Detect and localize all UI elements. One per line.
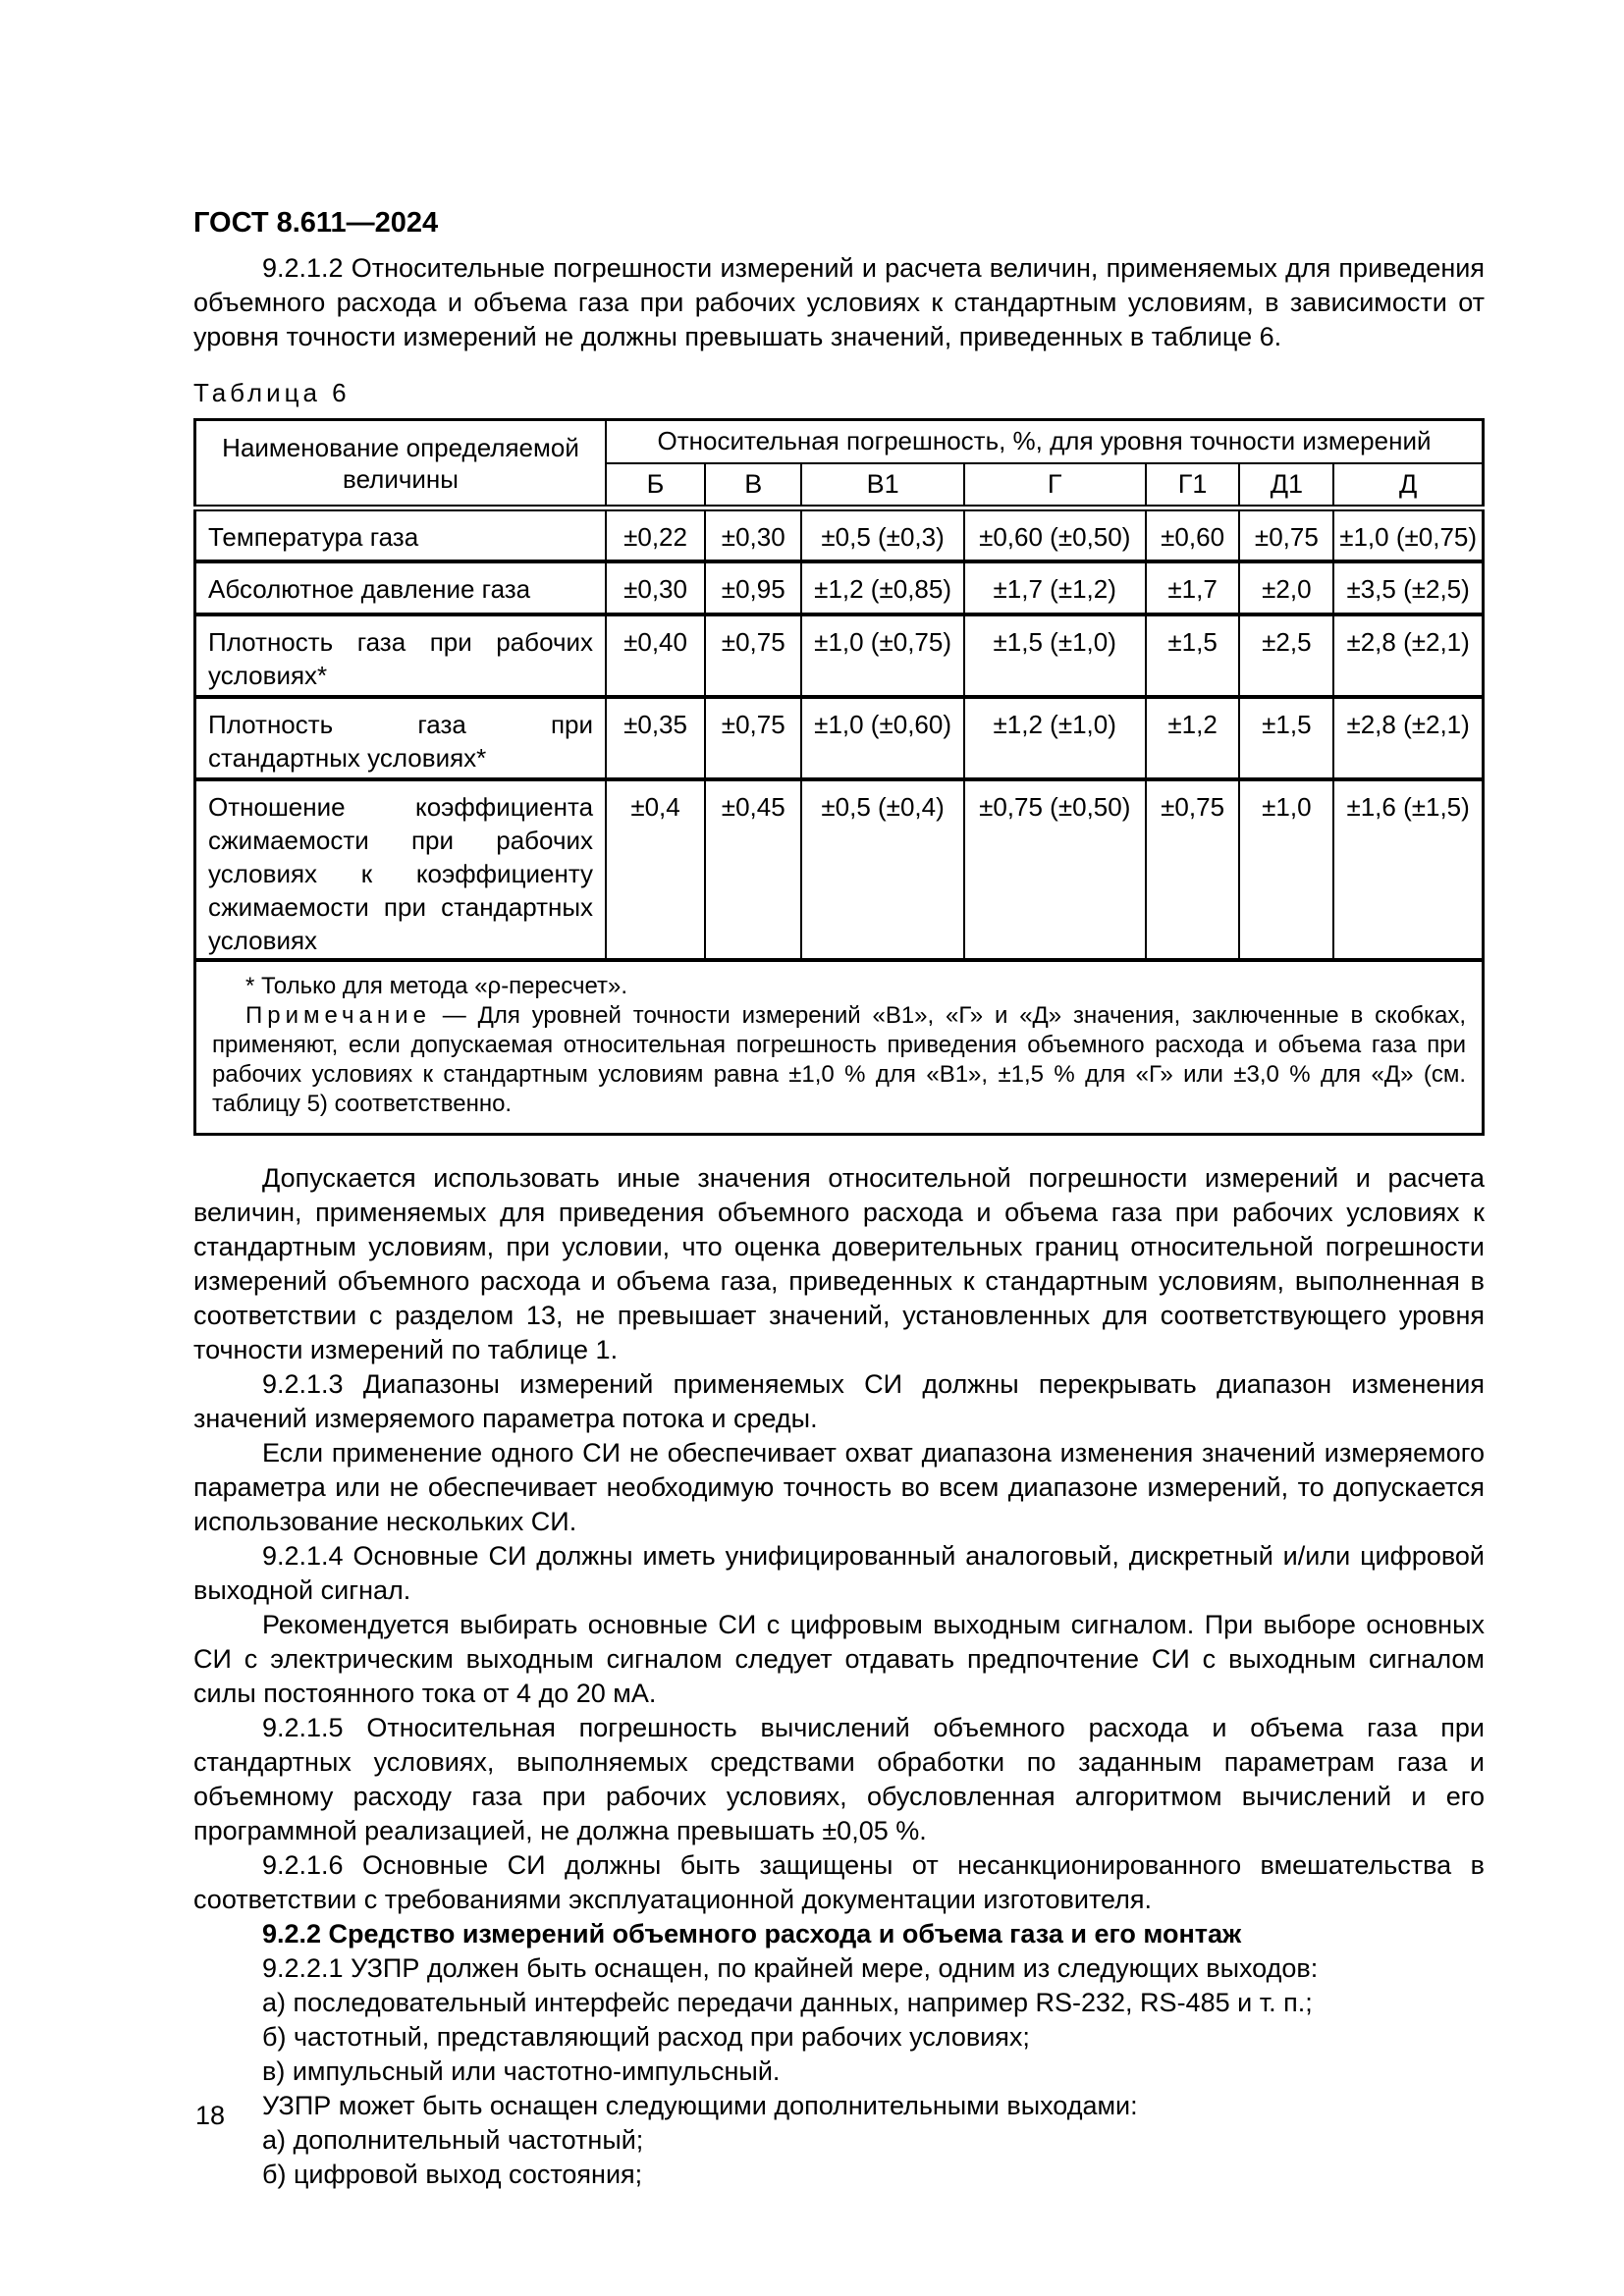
paragraph-9213: 9.2.1.3 Диапазоны измерений применяемых СИ должны перекрывать диапазон изменения значений измеряемого параметра потока и среды. [193, 1368, 1485, 1433]
cell-value: ±1,5 [1239, 697, 1333, 779]
list-item-a: а) последовательный интерфейс передачи данных, например RS-232, RS-485 и т. п.; [262, 1987, 1313, 2017]
cell-value: ±0,60 (±0,50) [964, 508, 1146, 561]
level-header-v1: В1 [801, 463, 963, 508]
cell-value: ±2,8 (±2,1) [1333, 697, 1483, 779]
row-name: Абсолютное давление газа [195, 561, 607, 614]
cell-value: ±1,5 [1146, 614, 1240, 697]
cell-value: ±0,75 (±0,50) [964, 779, 1146, 960]
table-row [195, 561, 1484, 614]
cell-value: ±0,40 [606, 614, 705, 697]
paragraph: Если применение одного СИ не обеспечивает охват диапазона изменения значений измеряемого параметра или не обеспечивает необходимую точность во всем диапазоне измерений, то допускается использование нескольких СИ. [193, 1437, 1485, 1536]
cell-value: ±1,5 (±1,0) [964, 614, 1146, 697]
cell-value: ±0,5 (±0,3) [801, 508, 963, 561]
cell-value: ±1,2 [1146, 697, 1240, 779]
cell-value: ±1,6 (±1,5) [1333, 779, 1483, 960]
table-note-row [195, 960, 1484, 1135]
paragraph-9221: 9.2.2.1 УЗПР должен быть оснащен, по крайней мере, одним из следующих выходов: [262, 1952, 1319, 1983]
cell-value: ±0,5 (±0,4) [801, 779, 963, 960]
cell-value: ±1,2 (±1,0) [964, 697, 1146, 779]
cell-value: ±0,22 [606, 508, 705, 561]
page-content [193, 208, 1485, 2192]
cell-value: ±0,4 [606, 779, 705, 960]
cell-value: ±1,0 (±0,75) [1333, 508, 1483, 561]
cell-value: ±0,75 [1146, 779, 1240, 960]
col-group-header: Относительная погрешность, %, для уровня точности измерений [606, 420, 1483, 463]
doc-code-header: ГОСТ 8.611—2024 [193, 207, 439, 239]
table-caption: Таблица 6 [193, 378, 351, 407]
cell-value: ±0,75 [705, 614, 801, 697]
col-header-name: Наименование определяемой величины [195, 420, 607, 508]
cell-value: ±3,5 (±2,5) [1333, 561, 1483, 614]
cell-value: ±0,75 [1239, 508, 1333, 561]
level-header-g1: Г1 [1146, 463, 1240, 508]
paragraph-9214: 9.2.1.4 Основные СИ должны иметь унифицированный аналоговый, дискретный и/или цифровой выходной сигнал. [193, 1540, 1485, 1605]
note-text: — Для уровней точности измерений «В1», «Г» и «Д» значения, заключенные в скобках, применяют, если допускаемая относительная погрешность приведения объемного расхода и объема газа при рабочих условиях к стандартным условиям равна ±1,0 % для «В1», ±1,5 % для «Г» или ±3,0 % для «Д» (см. таблицу 5) соответственно. [212, 1001, 1466, 1117]
paragraph: УЗПР может быть оснащен следующими дополнительными выходами: [262, 2090, 1138, 2120]
list-item-a2: а) дополнительный частотный; [262, 2124, 644, 2155]
paragraph: Рекомендуется выбирать основные СИ с цифровым выходным сигналом. При выборе основных СИ с электрическим выходным сигналом следует отдавать предпочтение СИ с выходным сигналом силы постоянного тока от 4 до 20 мА. [193, 1609, 1485, 1708]
table-row [195, 697, 1484, 779]
page-number: 18 [195, 2101, 226, 2130]
row-name: Плотность газа при стандартных условиях* [195, 697, 607, 779]
level-header-d: Д [1333, 463, 1483, 508]
cell-value: ±1,7 [1146, 561, 1240, 614]
cell-value: ±2,0 [1239, 561, 1333, 614]
table-footnote: * Только для метода «ρ-пересчет». [245, 972, 628, 999]
cell-value: ±1,7 (±1,2) [964, 561, 1146, 614]
cell-value: ±0,30 [606, 561, 705, 614]
list-item-b2: б) цифровой выход состояния; [262, 2159, 643, 2189]
paragraph-9212: 9.2.1.2 Относительные погрешности измерений и расчета величин, применяемых для приведения объемного расхода и объема газа при рабочих условиях к стандартным условиям, в зависимости от уровня точности измерений не должны превышать значений, приведенных в таблице 6. [193, 253, 1485, 351]
level-header-g: Г [964, 463, 1146, 508]
list-item-b: б) частотный, представляющий расход при рабочих условиях; [262, 2021, 1030, 2052]
row-name: Отношение коэффициента сжимаемости при рабочих условиях к коэффициенту сжимаемости при стандартных условиях [195, 779, 607, 960]
cell-value: ±2,5 [1239, 614, 1333, 697]
cell-value: ±1,0 (±0,75) [801, 614, 963, 697]
cell-value: ±2,8 (±2,1) [1333, 614, 1483, 697]
cell-value: ±1,0 [1239, 779, 1333, 960]
cell-value: ±0,95 [705, 561, 801, 614]
table-6 [193, 418, 1485, 1136]
list-item-v: в) импульсный или частотно-импульсный. [262, 2056, 781, 2086]
table-header-row-1 [195, 420, 1484, 463]
level-header-d1: Д1 [1239, 463, 1333, 508]
cell-value: ±1,2 (±0,85) [801, 561, 963, 614]
level-header-b: Б [606, 463, 705, 508]
cell-value: ±0,45 [705, 779, 801, 960]
spacer [193, 1136, 1485, 1161]
cell-value: ±0,75 [705, 697, 801, 779]
table-note-cell [195, 960, 1484, 1135]
level-header-v: В [705, 463, 801, 508]
row-name: Плотность газа при рабочих условиях* [195, 614, 607, 697]
cell-value: ±1,0 (±0,60) [801, 697, 963, 779]
paragraph: Допускается использовать иные значения относительной погрешности измерений и расчета величин, применяемых для приведения объемного расхода и объема газа при рабочих условиях к стандартным условиям, при условии, что оценка доверительных границ относительной погрешности измерений объемного расхода и объема газа, приведенных к стандартным условиям, выполненная в соответствии с разделом 13, не превышает значений, установленных для соответствующего уровня точности измерений по таблице 1. [193, 1162, 1485, 1364]
cell-value: ±0,30 [705, 508, 801, 561]
cell-value: ±0,60 [1146, 508, 1240, 561]
cell-value: ±0,35 [606, 697, 705, 779]
paragraph-9215: 9.2.1.5 Относительная погрешность вычислений объемного расхода и объема газа при стандартных условиях, выполняемых средствами обработки по заданным параметрам газа и объемному расходу газа при рабочих условиях, обусловленная алгоритмом вычислений и его программной реализацией, не должна превышать ±0,05 %. [193, 1712, 1485, 1845]
paragraph-9216: 9.2.1.6 Основные СИ должны быть защищены от несанкционированного вмешательства в соответствии с требованиями эксплуатационной документации изготовителя. [193, 1849, 1485, 1914]
row-name: Температура газа [195, 508, 607, 561]
table-row [195, 614, 1484, 697]
table-row [195, 508, 1484, 561]
note-label: Примечание [245, 1001, 431, 1029]
table-note [212, 1001, 1466, 1119]
heading-922: 9.2.2 Средство измерений объемного расхода и объема газа и его монтаж [262, 1918, 1242, 1949]
table-row [195, 779, 1484, 960]
